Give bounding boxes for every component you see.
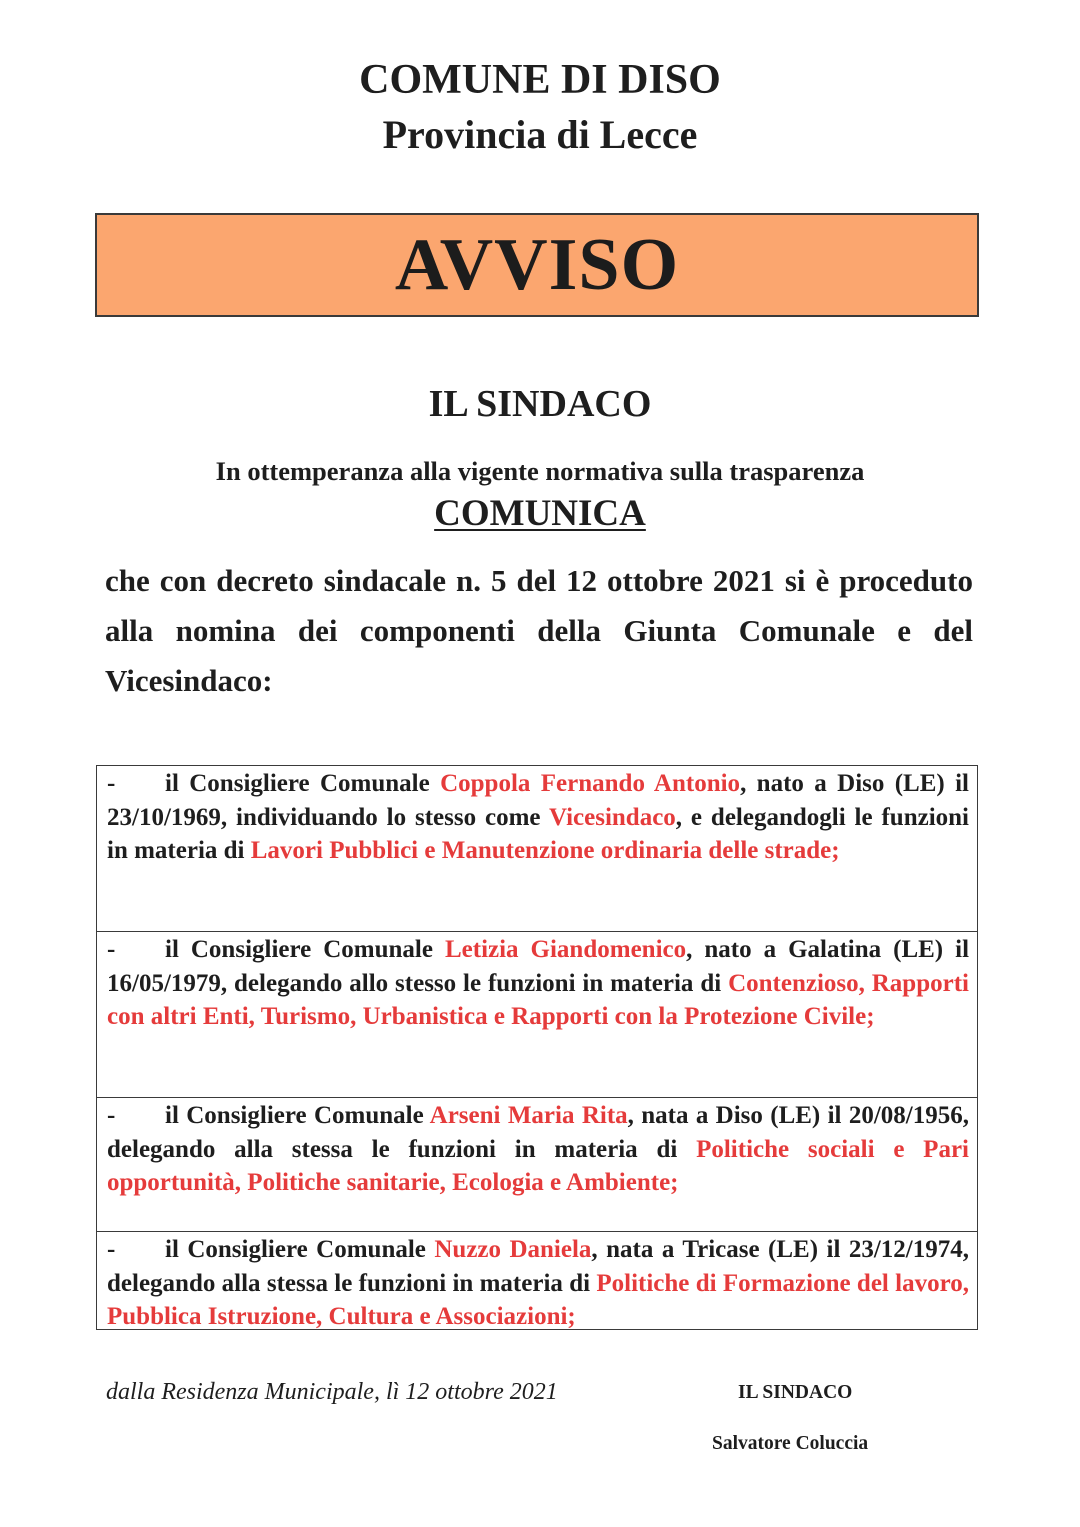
entry-text: , nato a Galatina (LE) il 16/05/1979, delegando allo stesso le funzioni in materia di xyxy=(107,936,970,997)
signatory-name: Salvatore Coluccia xyxy=(712,1433,869,1454)
councillor-name: Nuzzo Daniela xyxy=(434,1236,592,1263)
mayor-heading: IL SINDACO xyxy=(428,383,652,425)
role-label: Vicesindaco xyxy=(548,803,676,831)
communicates-heading xyxy=(0,490,1080,538)
organization-name: COMUNE DI DISO xyxy=(359,57,721,103)
delegations-text: Politiche di Formazione del lavoro, Pubblica Istruzione, Cultura e Associazioni; xyxy=(107,1269,970,1330)
appointments-table xyxy=(96,765,978,1330)
entry-text: il Consigliere Comunale xyxy=(165,1236,435,1263)
delegations-text: Contenzioso, Rapporti con altri Enti, Turismo, Urbanistica e Rapporti con la Protezione Civile; xyxy=(107,969,969,1030)
appointment-text xyxy=(107,933,969,1034)
appointment-text xyxy=(107,767,969,868)
preamble-text: In ottemperanza alla vigente normativa sulla trasparenza xyxy=(215,456,865,486)
appointment-entry xyxy=(97,1231,977,1329)
notice-banner xyxy=(95,213,979,317)
appointment-text xyxy=(107,1099,969,1200)
appointment-entry xyxy=(97,1097,977,1231)
place-date: dalla Residenza Municipale, lì 12 ottobre 2021 xyxy=(106,1379,558,1405)
province-name: Provincia di Lecce xyxy=(382,112,698,157)
appointment-entry xyxy=(97,931,977,1097)
entry-text: il Consigliere Comunale xyxy=(165,770,441,797)
entry-text: il Consigliere Comunale xyxy=(165,936,445,963)
entry-text: , nato a Diso (LE) il 23/10/1969, individuando lo stesso come xyxy=(107,770,969,831)
councillor-name: Coppola Fernando Antonio xyxy=(440,770,741,797)
communicates-label: COMUNICA xyxy=(434,493,646,534)
appointment-text xyxy=(107,1233,969,1334)
intro-paragraph: che con decreto sindacale n. 5 del 12 ottobre 2021 si è proceduto alla nomina dei componenti della Giunta Comunale e del Vicesindaco: xyxy=(105,563,973,698)
entry-text: il Consigliere Comunale xyxy=(165,1102,430,1129)
list-dash: - xyxy=(107,770,116,797)
entry-text: , nata a Diso (LE) il 20/08/1956, delegando alla stessa le funzioni in materia di xyxy=(107,1102,969,1163)
signatory-title: IL SINDACO xyxy=(738,1382,853,1403)
entry-text: , nata a Tricase (LE) il 23/12/1974, delegando alla stessa le funzioni in materia di xyxy=(107,1236,970,1297)
entry-text: , e delegandogli le funzioni in materia di xyxy=(107,803,969,864)
list-dash: - xyxy=(107,1236,116,1263)
delegations-text: Politiche sociali e Pari opportunità, Politiche sanitarie, Ecologia e Ambiente; xyxy=(107,1135,969,1196)
appointment-entry xyxy=(97,766,977,931)
list-dash: - xyxy=(107,1102,116,1129)
delegations-text: Lavori Pubblici e Manutenzione ordinaria delle strade; xyxy=(250,837,840,864)
councillor-name: Arseni Maria Rita xyxy=(429,1102,628,1129)
councillor-name: Letizia Giandomenico xyxy=(444,936,687,963)
list-dash: - xyxy=(107,936,116,963)
notice-title: AVVISO xyxy=(394,223,680,306)
